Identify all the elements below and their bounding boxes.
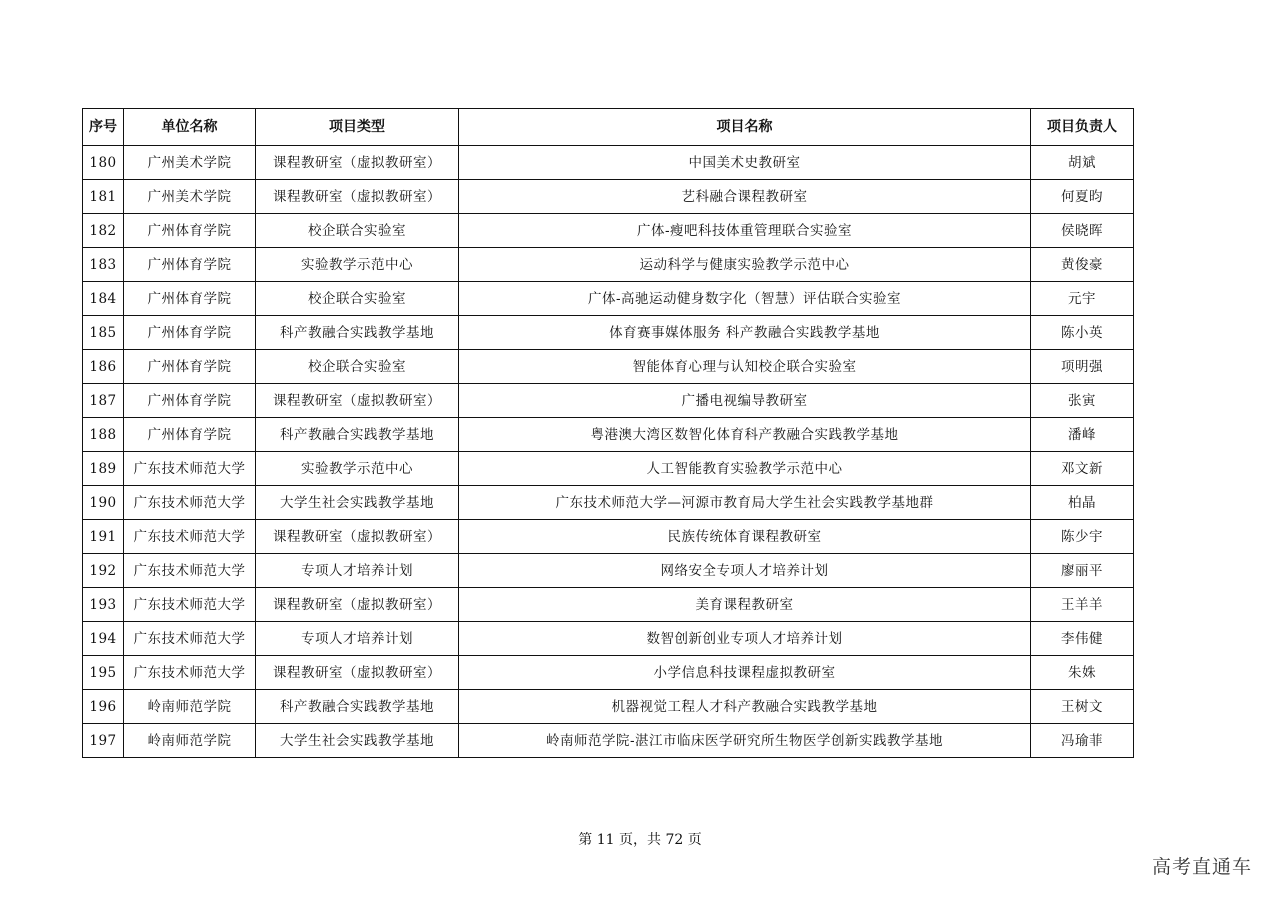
cell-leader: 冯瑜菲 <box>1031 724 1134 758</box>
cell-project: 中国美术史教研室 <box>459 146 1031 180</box>
cell-leader: 项明强 <box>1031 350 1134 384</box>
cell-unit: 广东技术师范大学 <box>124 486 256 520</box>
page-number: 第 11 页，共 72 页 <box>578 832 702 848</box>
cell-leader: 胡斌 <box>1031 146 1134 180</box>
cell-project: 网络安全专项人才培养计划 <box>459 554 1031 588</box>
table-row <box>83 554 1134 588</box>
table-row <box>83 248 1134 282</box>
cell-unit: 广州体育学院 <box>124 316 256 350</box>
header-row <box>83 109 1134 146</box>
cell-index: 195 <box>83 656 124 690</box>
table-row <box>83 282 1134 316</box>
cell-project: 数智创新创业专项人才培养计划 <box>459 622 1031 656</box>
table-header <box>83 109 1134 146</box>
cell-leader: 邓文新 <box>1031 452 1134 486</box>
table-row <box>83 588 1134 622</box>
cell-unit: 广州美术学院 <box>124 180 256 214</box>
table-row <box>83 486 1134 520</box>
cell-index: 181 <box>83 180 124 214</box>
cell-type: 课程教研室（虚拟教研室） <box>256 146 459 180</box>
cell-index: 184 <box>83 282 124 316</box>
table-row <box>83 316 1134 350</box>
table-row <box>83 214 1134 248</box>
cell-index: 194 <box>83 622 124 656</box>
cell-index: 191 <box>83 520 124 554</box>
cell-unit: 广州体育学院 <box>124 350 256 384</box>
cell-leader: 朱姝 <box>1031 656 1134 690</box>
cell-index: 197 <box>83 724 124 758</box>
cell-index: 189 <box>83 452 124 486</box>
cell-unit: 广东技术师范大学 <box>124 520 256 554</box>
cell-project: 小学信息科技课程虚拟教研室 <box>459 656 1031 690</box>
cell-index: 193 <box>83 588 124 622</box>
cell-project: 广体-瘦吧科技体重管理联合实验室 <box>459 214 1031 248</box>
cell-type: 科产教融合实践教学基地 <box>256 418 459 452</box>
cell-leader: 陈小英 <box>1031 316 1134 350</box>
cell-project: 人工智能教育实验教学示范中心 <box>459 452 1031 486</box>
cell-index: 190 <box>83 486 124 520</box>
cell-unit: 广东技术师范大学 <box>124 452 256 486</box>
cell-unit: 广东技术师范大学 <box>124 554 256 588</box>
header-col-index: 序号 <box>83 109 124 146</box>
cell-index: 196 <box>83 690 124 724</box>
cell-index: 188 <box>83 418 124 452</box>
cell-type: 专项人才培养计划 <box>256 622 459 656</box>
cell-type: 大学生社会实践教学基地 <box>256 724 459 758</box>
table-row <box>83 724 1134 758</box>
cell-index: 186 <box>83 350 124 384</box>
cell-project: 智能体育心理与认知校企联合实验室 <box>459 350 1031 384</box>
cell-index: 180 <box>83 146 124 180</box>
table-row <box>83 690 1134 724</box>
header-col-project: 项目名称 <box>459 109 1031 146</box>
cell-project: 体育赛事媒体服务 科产教融合实践教学基地 <box>459 316 1031 350</box>
cell-type: 实验教学示范中心 <box>256 248 459 282</box>
cell-project: 广体-高驰运动健身数字化（智慧）评估联合实验室 <box>459 282 1031 316</box>
cell-type: 科产教融合实践教学基地 <box>256 690 459 724</box>
cell-index: 182 <box>83 214 124 248</box>
cell-unit: 岭南师范学院 <box>124 724 256 758</box>
cell-leader: 元宇 <box>1031 282 1134 316</box>
cell-project: 运动科学与健康实验教学示范中心 <box>459 248 1031 282</box>
cell-leader: 黄俊豪 <box>1031 248 1134 282</box>
table-row <box>83 452 1134 486</box>
cell-leader: 侯晓晖 <box>1031 214 1134 248</box>
table-row <box>83 418 1134 452</box>
cell-type: 校企联合实验室 <box>256 214 459 248</box>
cell-project: 艺科融合课程教研室 <box>459 180 1031 214</box>
cell-leader: 柏晶 <box>1031 486 1134 520</box>
cell-type: 专项人才培养计划 <box>256 554 459 588</box>
cell-type: 大学生社会实践教学基地 <box>256 486 459 520</box>
table-row <box>83 384 1134 418</box>
cell-project: 广东技术师范大学—河源市教育局大学生社会实践教学基地群 <box>459 486 1031 520</box>
cell-leader: 李伟健 <box>1031 622 1134 656</box>
cell-unit: 广州体育学院 <box>124 418 256 452</box>
header-col-unit: 单位名称 <box>124 109 256 146</box>
cell-unit: 岭南师范学院 <box>124 690 256 724</box>
cell-index: 187 <box>83 384 124 418</box>
cell-unit: 广州美术学院 <box>124 146 256 180</box>
cell-unit: 广东技术师范大学 <box>124 656 256 690</box>
cell-index: 192 <box>83 554 124 588</box>
cell-unit: 广州体育学院 <box>124 384 256 418</box>
cell-index: 185 <box>83 316 124 350</box>
header-col-leader: 项目负责人 <box>1031 109 1134 146</box>
watermark-logo: 高考直通车 <box>1151 856 1252 878</box>
table-row <box>83 656 1134 690</box>
cell-leader: 潘峰 <box>1031 418 1134 452</box>
cell-type: 课程教研室（虚拟教研室） <box>256 588 459 622</box>
cell-index: 183 <box>83 248 124 282</box>
cell-type: 课程教研室（虚拟教研室） <box>256 656 459 690</box>
cell-project: 岭南师范学院-湛江市临床医学研究所生物医学创新实践教学基地 <box>459 724 1031 758</box>
cell-project: 广播电视编导教研室 <box>459 384 1031 418</box>
cell-type: 课程教研室（虚拟教研室） <box>256 384 459 418</box>
cell-project: 民族传统体育课程教研室 <box>459 520 1031 554</box>
cell-leader: 王羊羊 <box>1031 588 1134 622</box>
cell-project: 美育课程教研室 <box>459 588 1031 622</box>
cell-type: 课程教研室（虚拟教研室） <box>256 520 459 554</box>
cell-project: 粤港澳大湾区数智化体育科产教融合实践教学基地 <box>459 418 1031 452</box>
cell-unit: 广州体育学院 <box>124 214 256 248</box>
cell-unit: 广东技术师范大学 <box>124 588 256 622</box>
cell-type: 课程教研室（虚拟教研室） <box>256 180 459 214</box>
cell-leader: 王树文 <box>1031 690 1134 724</box>
cell-project: 机器视觉工程人才科产教融合实践教学基地 <box>459 690 1031 724</box>
cell-type: 校企联合实验室 <box>256 282 459 316</box>
table-row <box>83 146 1134 180</box>
header-col-type: 项目类型 <box>256 109 459 146</box>
cell-leader: 廖丽平 <box>1031 554 1134 588</box>
table-row <box>83 622 1134 656</box>
cell-leader: 张寅 <box>1031 384 1134 418</box>
project-table <box>82 108 1134 758</box>
cell-unit: 广州体育学院 <box>124 248 256 282</box>
cell-unit: 广州体育学院 <box>124 282 256 316</box>
table-row <box>83 520 1134 554</box>
cell-type: 科产教融合实践教学基地 <box>256 316 459 350</box>
table-row <box>83 350 1134 384</box>
cell-unit: 广东技术师范大学 <box>124 622 256 656</box>
cell-type: 校企联合实验室 <box>256 350 459 384</box>
cell-leader: 何夏昀 <box>1031 180 1134 214</box>
table-row <box>83 180 1134 214</box>
cell-leader: 陈少宇 <box>1031 520 1134 554</box>
table-body <box>83 146 1134 758</box>
cell-type: 实验教学示范中心 <box>256 452 459 486</box>
